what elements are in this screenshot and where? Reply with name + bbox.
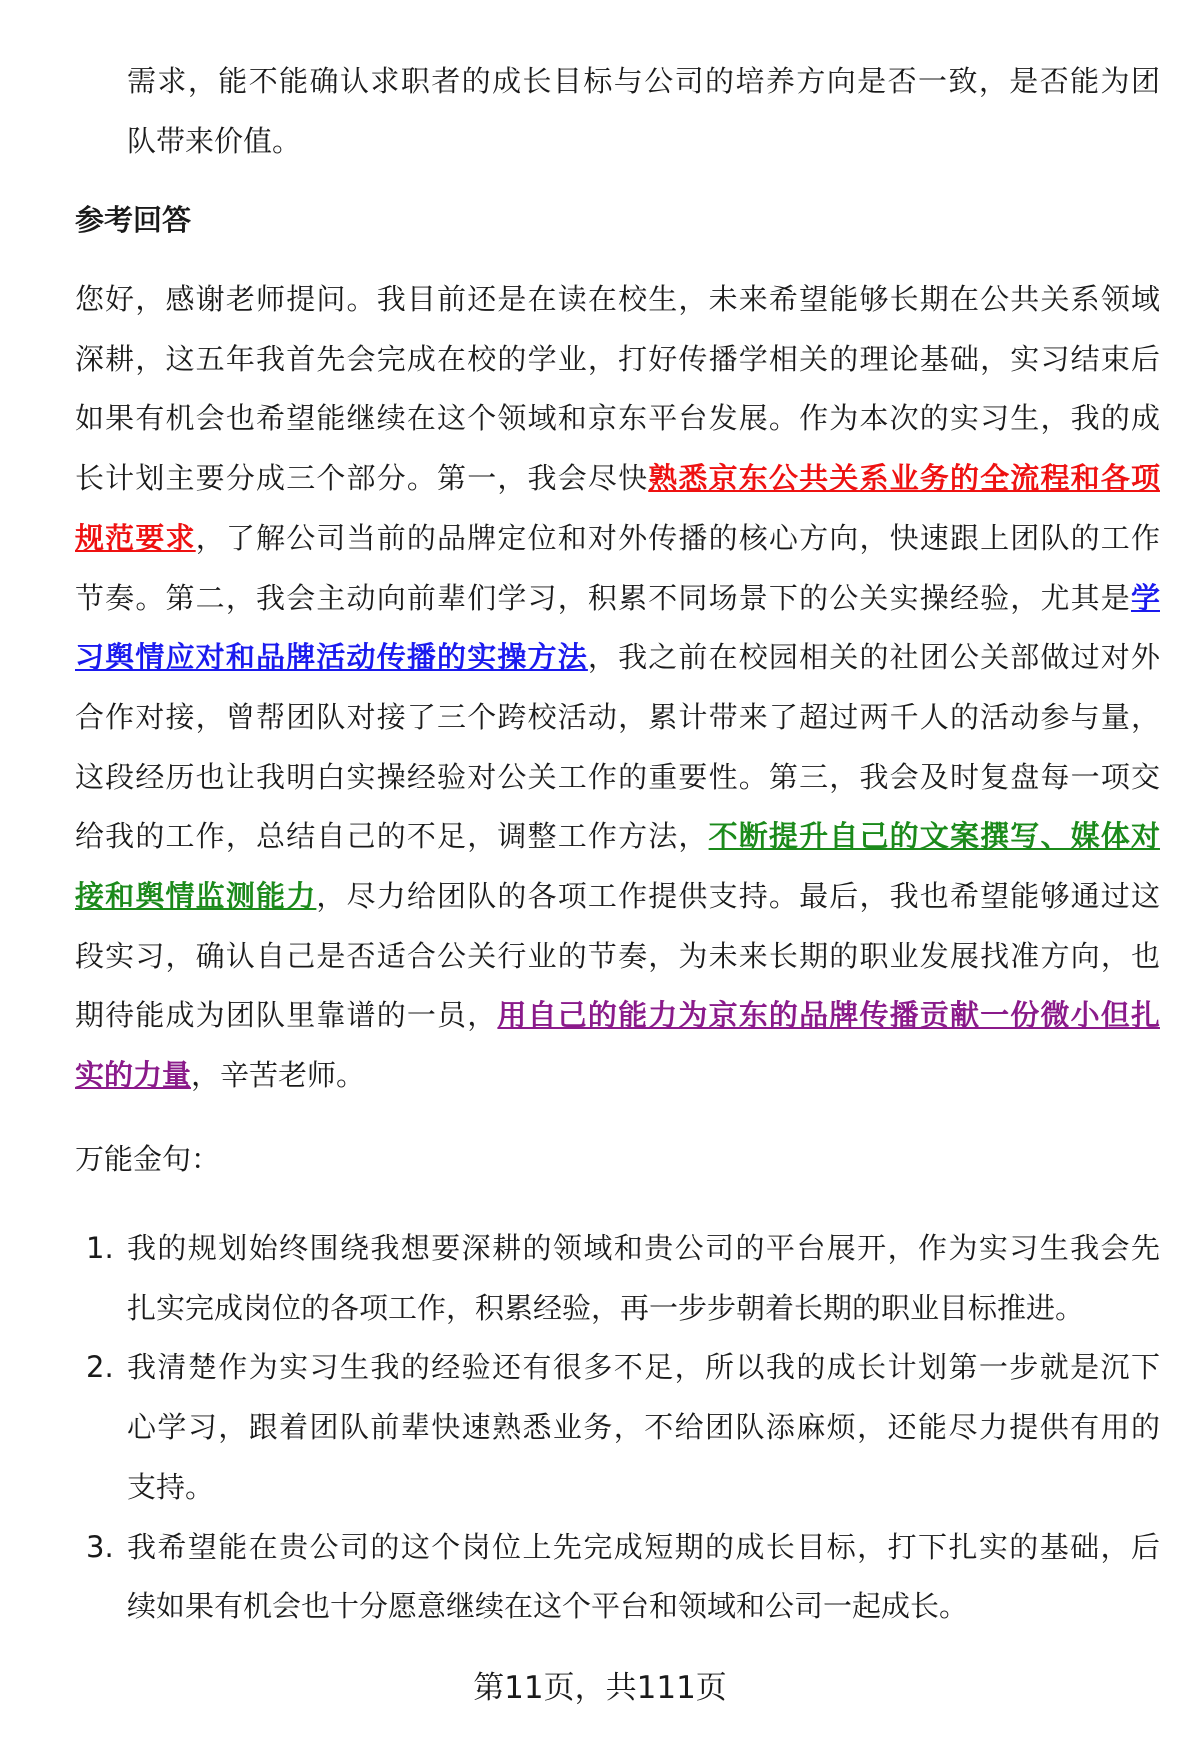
answer-line [75, 757, 1160, 797]
text-segment: 如果有机会也希望能继续在这个领域和京东平台发展。作为本次的实习生，我的成 [75, 401, 1160, 436]
highlight-green: 接和舆情监测能力 [75, 879, 317, 913]
highlight-red: 规范要求 [75, 520, 196, 555]
list-number: 2. [86, 1350, 114, 1385]
answer-line [75, 995, 1160, 1035]
text-segment: 节奏。第二，我会主动向前辈们学习，积累不同场景下的公关实操经验，尤其是 [75, 580, 1131, 615]
text-segment: ，辛苦老师。 [191, 1058, 366, 1093]
answer-line [75, 876, 1160, 916]
answer-line [75, 339, 1160, 379]
text-segment: 长计划主要分成三个部分。第一，我会尽快 [75, 461, 649, 496]
answer-line [75, 816, 1160, 856]
answer-line [75, 279, 1160, 319]
page-footer: 第11页，共111页 [473, 1670, 727, 1706]
phrases-label: 万能金句： [75, 1142, 221, 1176]
list-item-line: 我希望能在贵公司的这个岗位上先完成短期的成长目标，打下扎实的基础，后 [127, 1529, 1160, 1564]
text-segment: ，尽力给团队的各项工作提供支持。最后，我也希望能够通过这 [316, 879, 1160, 913]
answer-line [75, 578, 1160, 618]
text-segment: 需求，能不能确认求职者的成长目标与公司的培养方向是否一致，是否能为团 [127, 64, 1160, 98]
list-item-line: 支持。 [127, 1469, 215, 1504]
text-segment: ，了解公司当前的品牌定位和对外传播的核心方向，快速跟上团队的工作 [195, 520, 1160, 555]
answer-line [75, 518, 1160, 558]
text-segment: 合作对接，曾帮团队对接了三个跨校活动，累计带来了超过两千人的活动参与量， [75, 699, 1160, 734]
list-item-line: 我的规划始终围绕我想要深耕的领域和贵公司的平台展开，作为实习生我会先 [127, 1231, 1160, 1265]
answer-line [75, 697, 1160, 737]
highlight-blue: 习舆情应对和品牌活动传播的实操方法 [75, 640, 588, 675]
answer-line [75, 936, 1160, 976]
text-segment: 深耕，这五年我首先会完成在校的学业，打好传播学相关的理论基础，实习结束后 [75, 341, 1160, 376]
list-item-line: 扎实完成岗位的各项工作，积累经验，再一步步朝着长期的职业目标推进。 [127, 1290, 1085, 1325]
answer-line [75, 398, 1160, 438]
highlight-green: 不断提升自己的文案撰写、媒体对 [708, 819, 1160, 854]
list-number: 1. [86, 1231, 114, 1265]
text-segment: 给我的工作，总结自己的不足，调整工作方法， [75, 819, 709, 854]
text-segment: ，我之前在校园相关的社团公关部做过对外 [587, 640, 1160, 675]
list-item-line: 续如果有机会也十分愿意继续在这个平台和领域和公司一起成长。 [127, 1589, 969, 1624]
answer-line [75, 458, 1160, 498]
answer-line [75, 637, 1160, 677]
text-segment: 队带来价值。 [127, 123, 302, 158]
highlight-blue: 学 [1130, 580, 1160, 615]
text-segment: 这段经历也让我明白实操经验对公关工作的重要性。第三，我会及时复盘每一项交 [75, 759, 1160, 794]
list-item-line: 心学习，跟着团队前辈快速熟悉业务，不给团队添麻烦，还能尽力提供有用的 [127, 1410, 1160, 1445]
section-heading: 参考回答 [75, 203, 192, 237]
answer-line [75, 1055, 1160, 1095]
intro-line [127, 121, 1160, 161]
list-item-line: 我清楚作为实习生我的经验还有很多不足，所以我的成长计划第一步就是沉下 [127, 1350, 1160, 1385]
list-number: 3. [86, 1529, 114, 1564]
text-segment: 您好，感谢老师提问。我目前还是在读在校生，未来希望能够长期在公共关系领域 [75, 282, 1160, 316]
highlight-purple: 实的力量 [75, 1058, 192, 1093]
intro-line [127, 61, 1160, 101]
text-segment: 段实习，确认自己是否适合公关行业的节奏，为未来长期的职业发展找准方向，也 [75, 938, 1160, 973]
highlight-purple: 用自己的能力为京东的品牌传播贡献一份微小但扎 [497, 998, 1160, 1033]
highlight-red: 熟悉京东公共关系业务的全流程和各项 [648, 461, 1160, 496]
text-segment: 期待能成为团队里靠谱的一员， [75, 998, 498, 1033]
